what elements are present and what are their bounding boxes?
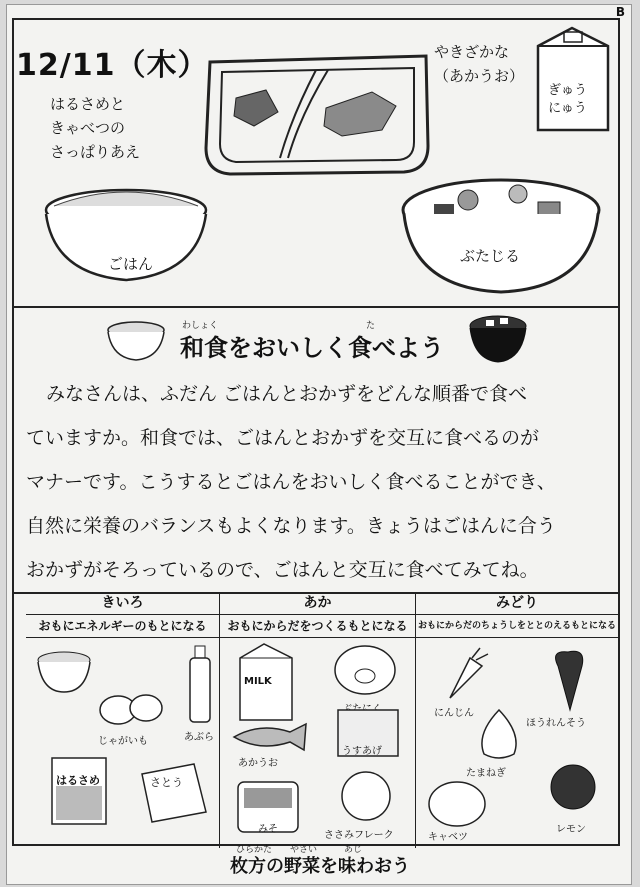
nutrition-table	[26, 592, 618, 848]
sugar-bag-icon	[138, 762, 210, 824]
footer-slogan: 枚方の野菜を味わおう	[230, 856, 410, 877]
food-chicken-flakes: ささみフレーク	[324, 830, 394, 841]
paragraph-line-5: おかずがそろっているので、ごはんと交互に食べてみてね。	[26, 559, 539, 581]
cabbage-icon	[426, 778, 488, 828]
food-miso: みそ	[258, 824, 278, 835]
column-red-name: あか	[220, 592, 415, 615]
food-oil: あぶら	[184, 732, 214, 743]
section-header	[0, 308, 640, 370]
pig-icon	[330, 640, 400, 696]
paragraph-line-3: マナーです。こうするとごはんをおいしく食べることができ、	[26, 471, 556, 493]
harusame-pack-icon	[50, 756, 108, 826]
column-yellow	[26, 592, 220, 848]
ruby-ta: た	[366, 321, 376, 331]
fish-icon	[230, 722, 310, 752]
column-green-name: みどり	[416, 592, 618, 615]
body-paragraph	[26, 372, 616, 592]
food-cabbage: キャベツ	[428, 832, 468, 843]
salad-label: はるさめと きゃべつの さっぱりあえ	[50, 95, 141, 161]
ruby-hirakata: ひらかた	[236, 845, 273, 855]
rice-label: ごはん	[108, 255, 154, 273]
column-red	[220, 592, 416, 848]
food-redfish: あかうお	[238, 758, 278, 769]
paragraph-line-4: 自然に栄養のバランスもよくなります。きょうはごはんに合う	[26, 515, 556, 537]
miso-soup-icon	[466, 308, 530, 366]
soup-label: ぶたじる	[460, 247, 521, 265]
carrot-icon	[430, 646, 490, 706]
paragraph-line-1: みなさんは、ふだん ごはんとおかずをどんな順番で食べ	[46, 383, 528, 405]
column-red-sub: おもにからだをつくるもとになる	[220, 615, 415, 638]
chicken-icon	[336, 764, 396, 824]
fish-tray-illustration	[196, 46, 440, 186]
paragraph-line-2: ていますか。和食では、ごはんとおかずを交互に食べるのが	[26, 427, 540, 449]
rice-bowl-icon	[34, 646, 94, 696]
milk-label: ぎゅう にゅう	[548, 83, 588, 116]
corner-mark: B	[615, 5, 625, 19]
food-lemon: レモン	[556, 824, 586, 835]
food-onion: たまねぎ	[466, 768, 506, 779]
soup-bowl-icon	[398, 170, 604, 300]
food-fried-tofu: うすあげ	[342, 746, 382, 757]
food-spinach: ほうれんそう	[526, 718, 586, 729]
column-yellow-name: きいろ	[26, 592, 219, 615]
spinach-icon	[540, 646, 600, 712]
section-title: 和食をおいしく食べよう	[180, 334, 444, 362]
food-potato: じゃがいも	[98, 736, 148, 747]
ruby-aji: あじ	[344, 845, 363, 855]
onion-icon	[472, 706, 526, 762]
oil-bottle-icon	[186, 644, 214, 724]
ruby-washoku: わしょく	[182, 321, 219, 331]
fish-label: やきざかな （あかうお）	[434, 43, 525, 85]
food-milk: MILK	[244, 676, 272, 687]
food-sugar: さとう	[150, 776, 183, 789]
lemon-icon	[548, 762, 598, 812]
column-yellow-sub: おもにエネルギーのもとになる	[26, 615, 219, 638]
column-green-sub: おもにからだのちょうしをととのえるもとになる	[416, 615, 618, 638]
potato-icon	[96, 688, 166, 728]
food-carrot: にんじん	[434, 708, 474, 719]
column-green	[416, 592, 618, 848]
date-heading: 12/11（木）	[16, 48, 209, 83]
ruby-yasai: やさい	[290, 845, 318, 855]
small-rice-bowl-icon	[104, 318, 168, 362]
food-harusame: はるさめ	[56, 774, 100, 787]
